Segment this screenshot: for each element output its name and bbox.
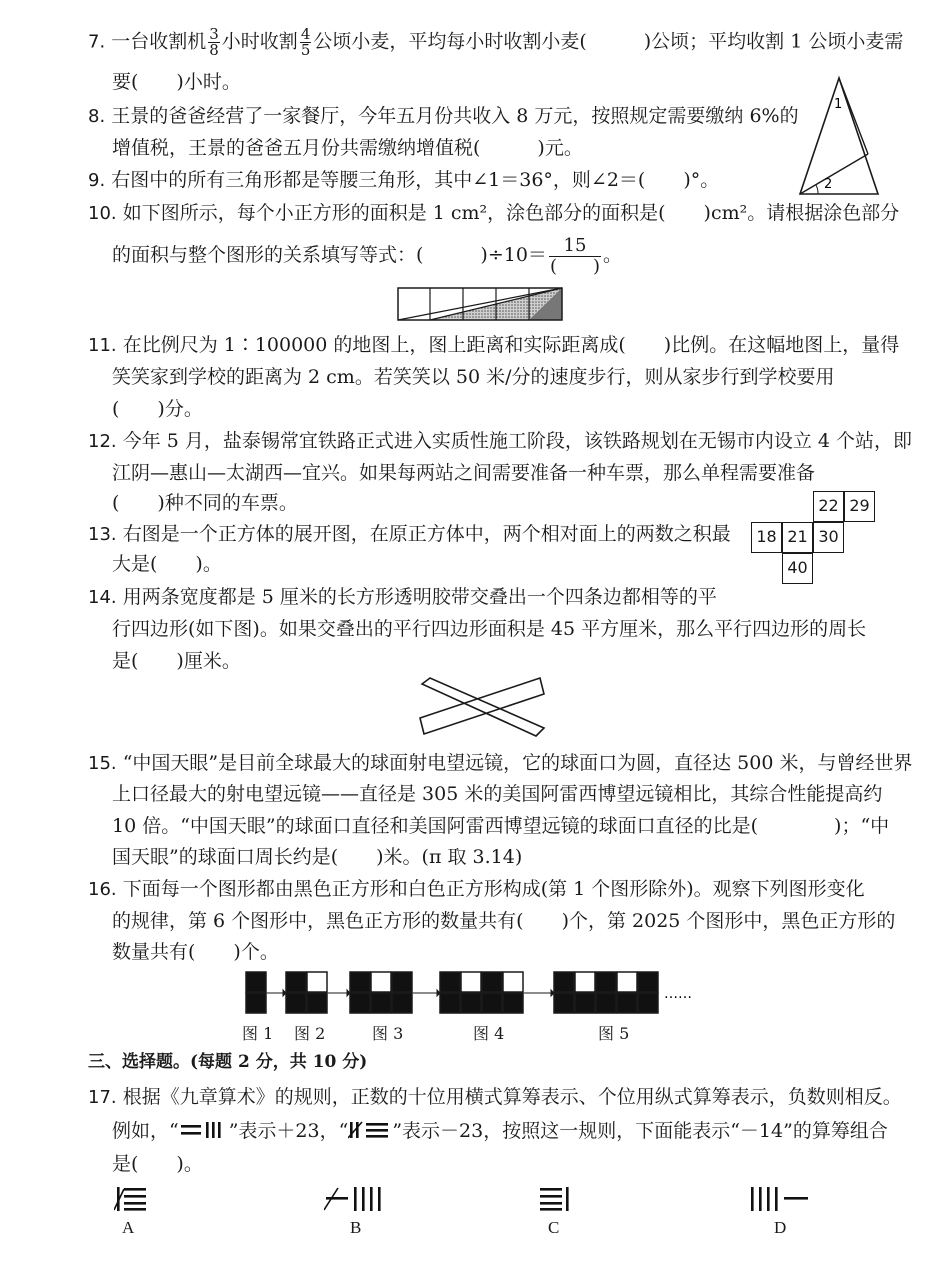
q12-text: 今年 5 月，盐泰锡常宜铁路正式进入实质性施工阶段，该铁路规划在无锡市内设立 4 个站，即 xyxy=(122,430,913,452)
q15-number: 15. xyxy=(88,753,117,774)
q8-number: 8. xyxy=(88,106,106,127)
q7-number: 7. xyxy=(88,31,106,53)
fig-label-4: 图 4 xyxy=(473,1024,505,1043)
cube-face: 18 xyxy=(751,522,782,553)
q13-number: 13. xyxy=(88,524,117,545)
q7-fraction-2 xyxy=(300,27,312,58)
q7-text: 公顷小麦，平均每小时收割小麦( )公顷；平均收割 1 公顷小麦需 xyxy=(313,30,904,53)
q10-line2 xyxy=(112,232,622,278)
angle-2-label: 2 xyxy=(824,177,833,192)
q10-text: 如下图所示，每个小正方形的面积是 1 cm²，涂色部分的面积是( )cm²。请根据涂色部分 xyxy=(122,202,900,224)
q7-text: 一台收割机 xyxy=(111,30,207,53)
q16-line3: 数量共有( )个。 xyxy=(112,941,279,963)
q8-text: 王景的爸爸经营了一家餐厅，今年五月份共收入 8 万元，按照规定需要缴纳 6%的 xyxy=(111,105,799,127)
q12-line1 xyxy=(88,428,912,455)
cube-face: 29 xyxy=(844,491,875,522)
fig-label-1: 图 1 xyxy=(242,1024,274,1043)
cube-face: 40 xyxy=(782,553,813,584)
q15-line3: 10 倍。“中国天眼”的球面口直径和美国阿雷西博望远镜的球面口直径的比是( )；“中 xyxy=(112,815,890,837)
q15-line2: 上口径最大的射电望远镜——直径是 305 米的美国阿雷西博望远镜相比，其综合性能提高约 xyxy=(112,783,883,805)
option-c-rods[interactable] xyxy=(538,1184,572,1214)
numerator: 3 xyxy=(209,25,219,43)
fig-label-5: 图 5 xyxy=(598,1024,630,1043)
q11-line1 xyxy=(88,332,899,359)
q8-line1 xyxy=(88,103,799,130)
q14-line3: 是( )厘米。 xyxy=(112,650,241,672)
q12-number: 12. xyxy=(88,431,117,452)
square-pattern-figure xyxy=(240,968,720,1020)
denominator: 8 xyxy=(209,41,219,59)
q10-text: 。 xyxy=(602,244,622,266)
q13-text: 右图是一个正方体的展开图，在原正方体中，两个相对面上的两数之积最 xyxy=(122,523,731,545)
q15-text: “中国天眼”是目前全球最大的球面射电望远镜，它的球面口为圆，直径达 500 米，与曾经世界 xyxy=(122,752,913,774)
option-d-label[interactable]: D xyxy=(774,1218,787,1237)
q9-text: 右图中的所有三角形都是等腰三角形，其中∠1＝36°，则∠2＝( )°。 xyxy=(111,169,720,191)
q7-fraction-1 xyxy=(208,27,220,58)
q17-text: 根据《九章算术》的规则，正数的十位用横式算筹表示、个位用纵式算筹表示，负数则相反。 xyxy=(122,1086,902,1108)
q11-line2: 笑笑家到学校的距离为 2 cm。若笑笑以 50 米/分的速度步行，则从家步行到学校要用 xyxy=(112,366,835,388)
q12-line3: ( )种不同的车票。 xyxy=(112,492,298,514)
option-b-label[interactable]: B xyxy=(350,1218,362,1237)
cube-face: 22 xyxy=(813,491,844,522)
q10-line1 xyxy=(88,200,899,227)
q14-line1 xyxy=(88,584,717,611)
q16-number: 16. xyxy=(88,879,117,900)
q13-line2: 大是( )。 xyxy=(112,553,222,575)
q13-line1 xyxy=(88,521,731,548)
rod-numeral-plus-23 xyxy=(179,1120,229,1140)
q17-line1 xyxy=(88,1084,902,1111)
q11-text: 在比例尺为 1∶100000 的地图上，图上距离和实际距离成( )比例。在这幅地图上，量得 xyxy=(122,334,900,356)
crossed-tapes-figure xyxy=(412,676,552,740)
denominator: 5 xyxy=(300,41,311,59)
option-a-rods[interactable] xyxy=(114,1184,150,1214)
q17-text: ”表示－23，按照这一规则，下面能表示“－14”的算筹组合 xyxy=(392,1120,888,1142)
q14-number: 14. xyxy=(88,587,117,608)
q9-line1 xyxy=(88,167,719,194)
fig-label-2: 图 2 xyxy=(294,1024,326,1043)
numerator: 4 xyxy=(300,25,311,43)
cube-face: 21 xyxy=(782,522,813,553)
q14-line2: 行四边形(如下图)。如果交叠出的平行四边形面积是 45 平方厘米，那么平行四边形的周长 xyxy=(112,618,867,640)
q16-text: 下面每一个图形都由黑色正方形和白色正方形构成(第 1 个图形除外)。观察下列图形变化 xyxy=(122,878,865,900)
isosceles-triangle-figure xyxy=(796,74,882,198)
option-c-label[interactable]: C xyxy=(548,1218,560,1237)
denominator: ( ) xyxy=(549,255,600,277)
option-d-rods[interactable] xyxy=(748,1184,814,1214)
section-3-title: 三、选择题。(每题 2 分，共 10 分) xyxy=(88,1052,368,1072)
option-b-rods[interactable] xyxy=(324,1184,390,1214)
option-a-label[interactable]: A xyxy=(122,1218,135,1237)
q15-line4: 国天眼”的球面口周长约是( )米。(π 取 3.14) xyxy=(112,846,523,868)
q15-line1 xyxy=(88,750,912,777)
shaded-strip-figure xyxy=(397,286,567,322)
q7-line2: 要( )小时。 xyxy=(112,71,241,93)
q17-line3: 是( )。 xyxy=(112,1153,203,1175)
q11-number: 11. xyxy=(88,335,117,356)
q7-text: 小时收割 xyxy=(221,30,298,53)
angle-1-label: 1 xyxy=(834,97,843,112)
continuation-dots: …… xyxy=(664,986,692,1002)
q8-line2: 增值税，王景的爸爸五月份共需缴纳增值税( )元。 xyxy=(112,137,583,159)
q12-line2: 江阴—惠山—太湖西—宜兴。如果每两站之间需要准备一种车票，那么单程需要准备 xyxy=(112,462,816,484)
q17-text: ”表示＋23，“ xyxy=(228,1120,349,1142)
q17-text: 例如，“ xyxy=(112,1120,179,1142)
q17-line2 xyxy=(112,1118,888,1144)
q16-line1 xyxy=(88,876,865,903)
rod-numeral-minus-23 xyxy=(348,1120,392,1140)
q11-line3: ( )分。 xyxy=(112,398,203,420)
q16-line2: 的规律，第 6 个图形中，黑色正方形的数量共有( )个，第 2025 个图形中，黑色正方形的 xyxy=(112,910,896,932)
fig-label-3: 图 3 xyxy=(372,1024,404,1043)
q17-number: 17. xyxy=(88,1087,117,1108)
q10-number: 10. xyxy=(88,203,117,224)
q10-text: 的面积与整个图形的关系填写等式：( )÷10＝ xyxy=(112,244,547,266)
numerator: 15 xyxy=(549,236,601,257)
q9-number: 9. xyxy=(88,170,106,191)
cube-face: 30 xyxy=(813,522,844,553)
q14-text: 用两条宽度都是 5 厘米的长方形透明胶带交叠出一个四条边都相等的平 xyxy=(122,586,717,608)
q10-fraction xyxy=(549,236,601,277)
q7-line1 xyxy=(88,27,903,58)
